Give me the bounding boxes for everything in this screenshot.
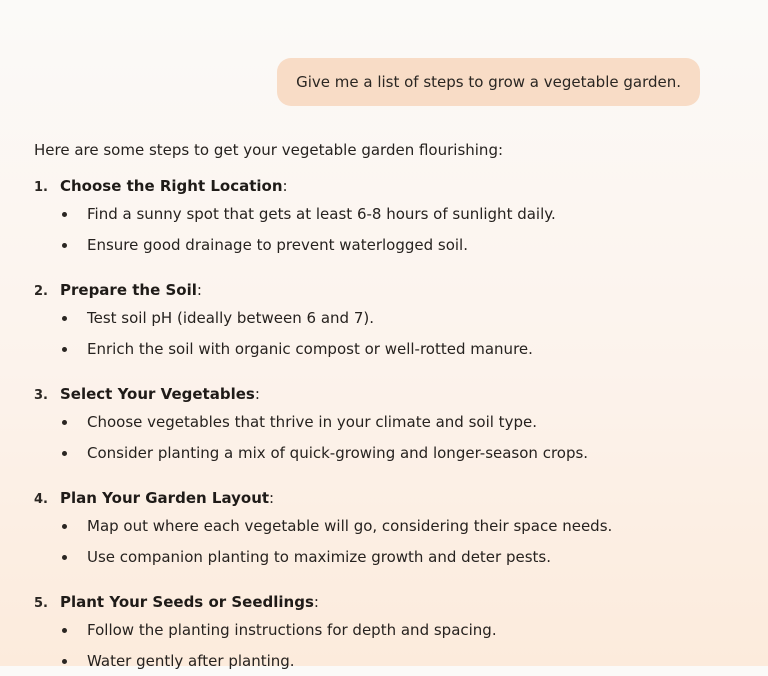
bullet-text: Choose vegetables that thrive in your climate and soil type. bbox=[87, 413, 537, 431]
bullet-text: Test soil pH (ideally between 6 and 7). bbox=[87, 309, 374, 327]
bullet-item bbox=[34, 615, 734, 646]
bullet-item bbox=[34, 511, 734, 542]
bullet-text: Water gently after planting. bbox=[87, 652, 295, 670]
step-colon: : bbox=[314, 593, 319, 611]
bullet-item bbox=[34, 230, 734, 261]
bullet-item bbox=[34, 407, 734, 438]
step-heading bbox=[34, 174, 734, 198]
step-bullet-list bbox=[34, 407, 734, 468]
step-number: 2. bbox=[34, 280, 60, 304]
step-number: 4. bbox=[34, 488, 60, 512]
step-heading bbox=[34, 590, 734, 614]
step-bullet-list bbox=[34, 511, 734, 572]
bullet-item bbox=[34, 303, 734, 334]
bullet-dot-icon bbox=[62, 524, 67, 529]
bullet-item bbox=[34, 438, 734, 469]
bullet-text: Enrich the soil with organic compost or well-rotted manure. bbox=[87, 340, 533, 358]
bullet-dot-icon bbox=[62, 212, 67, 217]
step-item bbox=[34, 382, 734, 468]
step-item bbox=[34, 590, 734, 676]
step-number: 3. bbox=[34, 384, 60, 408]
user-message-bubble: Give me a list of steps to grow a vegetable garden. bbox=[277, 58, 700, 106]
step-colon: : bbox=[255, 385, 260, 403]
step-colon: : bbox=[197, 281, 202, 299]
bullet-item bbox=[34, 199, 734, 230]
assistant-response bbox=[34, 139, 734, 676]
bullet-dot-icon bbox=[62, 628, 67, 633]
step-heading bbox=[34, 278, 734, 302]
step-colon: : bbox=[283, 177, 288, 195]
step-title: Select Your Vegetables bbox=[60, 385, 255, 403]
step-bullet-list bbox=[34, 303, 734, 364]
step-heading bbox=[34, 382, 734, 406]
bullet-text: Ensure good drainage to prevent waterlogged soil. bbox=[87, 236, 468, 254]
bullet-dot-icon bbox=[62, 420, 67, 425]
bullet-text: Follow the planting instructions for depth and spacing. bbox=[87, 621, 497, 639]
step-heading bbox=[34, 486, 734, 510]
bullet-dot-icon bbox=[62, 347, 67, 352]
bullet-text: Use companion planting to maximize growth and deter pests. bbox=[87, 548, 551, 566]
step-item bbox=[34, 174, 734, 260]
bullet-dot-icon bbox=[62, 316, 67, 321]
step-item bbox=[34, 486, 734, 572]
bullet-item bbox=[34, 646, 734, 676]
step-bullet-list bbox=[34, 199, 734, 260]
bullet-item bbox=[34, 542, 734, 573]
step-title: Plan Your Garden Layout bbox=[60, 489, 269, 507]
bullet-text: Consider planting a mix of quick-growing and longer-season crops. bbox=[87, 444, 588, 462]
step-number: 5. bbox=[34, 592, 60, 616]
step-colon: : bbox=[269, 489, 274, 507]
bullet-text: Map out where each vegetable will go, considering their space needs. bbox=[87, 517, 612, 535]
bullet-item bbox=[34, 334, 734, 365]
bullet-dot-icon bbox=[62, 659, 67, 664]
step-title: Choose the Right Location bbox=[60, 177, 283, 195]
bullet-dot-icon bbox=[62, 555, 67, 560]
step-title: Plant Your Seeds or Seedlings bbox=[60, 593, 314, 611]
bullet-dot-icon bbox=[62, 451, 67, 456]
step-title: Prepare the Soil bbox=[60, 281, 197, 299]
step-number: 1. bbox=[34, 176, 60, 200]
bullet-dot-icon bbox=[62, 243, 67, 248]
step-bullet-list bbox=[34, 615, 734, 676]
step-item bbox=[34, 278, 734, 364]
response-intro: Here are some steps to get your vegetable garden flourishing: bbox=[34, 139, 734, 161]
bullet-text: Find a sunny spot that gets at least 6-8 hours of sunlight daily. bbox=[87, 205, 556, 223]
